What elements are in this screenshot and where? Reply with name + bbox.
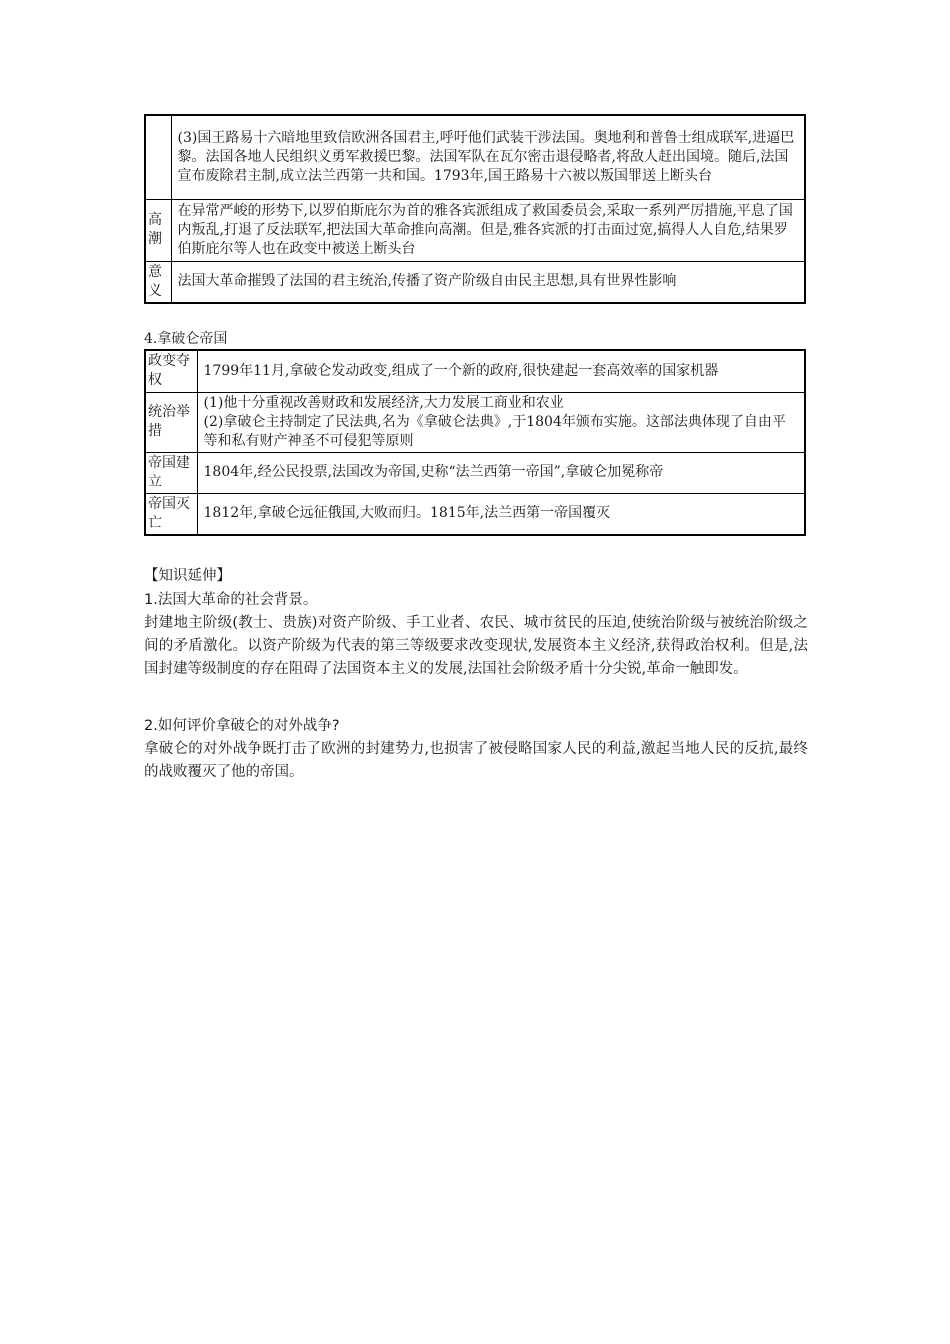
- extension-title: 【知识延伸】: [144, 568, 231, 584]
- row-content: (3)国王路易十六暗地里致信欧洲各国君主,呼吁他们武装干涉法国。奥地利和普鲁士组成联军,进逼巴黎。法国各地人民组织义勇军救援巴黎。法国军队在瓦尔密击退侵略者,将敌人赶出国境。随后,法国宣布废除君主制,成立法兰西第一共和国。1793年,国王路易十六被以叛国罪送上断头台: [171, 115, 805, 199]
- question-1: 1.法国大革命的社会背景。: [144, 592, 318, 608]
- row-label: [145, 115, 171, 199]
- section-heading: 4.拿破仑帝国: [144, 331, 228, 347]
- table-row: [145, 493, 805, 535]
- row-label: 高潮: [145, 199, 171, 261]
- answer-1: 封建地主阶级(教士、贵族)对资产阶级、手工业者、农民、城市贫民的压迫,使统治阶级与被统治阶级之间的矛盾激化。以资产阶级为代表的第三等级要求改变现状,发展资本主义经济,获得政治权利。但是,法国封建等级制度的存在阻碍了法国资本主义的发展,法国社会阶级矛盾十分尖锐,革命一触即发。: [144, 615, 808, 677]
- row-label: 统治举措: [145, 392, 197, 452]
- table-row: [145, 199, 805, 261]
- table-row: [145, 261, 805, 303]
- napoleon-empire-table: [144, 349, 806, 536]
- row-label: 政变夺权: [145, 350, 197, 392]
- table-row: [145, 392, 805, 452]
- row-line: (2)拿破仑主持制定了民法典,名为《拿破仑法典》,于1804年颁布实施。这部法典体现了自由平等和私有财产神圣不可侵犯等原则: [203, 413, 786, 449]
- table-row: [145, 350, 805, 392]
- table-row: [145, 452, 805, 493]
- row-line: 1812年,拿破仑远征俄国,大败而归。1815年,法兰西第一帝国覆灭: [203, 505, 611, 521]
- row-content: [197, 350, 805, 392]
- row-line: (1)他十分重视改善财政和发展经济,大力发展工商业和农业: [203, 394, 564, 411]
- table-row: [145, 115, 805, 199]
- french-revolution-table: [144, 114, 806, 304]
- row-content: 法国大革命摧毁了法国的君主统治,传播了资产阶级自由民主思想,具有世界性影响: [171, 261, 805, 303]
- row-content: [197, 392, 805, 452]
- row-content: [197, 452, 805, 493]
- row-label: 帝国建立: [145, 452, 197, 493]
- row-content: [197, 493, 805, 535]
- row-label: 意义: [145, 261, 171, 303]
- question-2: 2.如何评价拿破仑的对外战争?: [144, 718, 340, 734]
- row-label: 帝国灭亡: [145, 493, 197, 535]
- row-line: 1804年,经公民投票,法国改为帝国,史称“法兰西第一帝国”,拿破仑加冕称帝: [203, 464, 664, 480]
- answer-2: 拿破仑的对外战争既打击了欧洲的封建势力,也损害了被侵略国家人民的利益,激起当地人民的反抗,最终的战败覆灭了他的帝国。: [144, 741, 808, 780]
- row-content: 在异常严峻的形势下,以罗伯斯庇尔为首的雅各宾派组成了救国委员会,采取一系列严厉措施,平息了国内叛乱,打退了反法联军,把法国大革命推向高潮。但是,雅各宾派的打击面过宽,搞得人人自危,结果罗伯斯庇尔等人也在政变中被送上断头台: [171, 199, 805, 261]
- row-line: 1799年11月,拿破仑发动政变,组成了一个新的政府,很快建起一套高效率的国家机器: [203, 362, 719, 379]
